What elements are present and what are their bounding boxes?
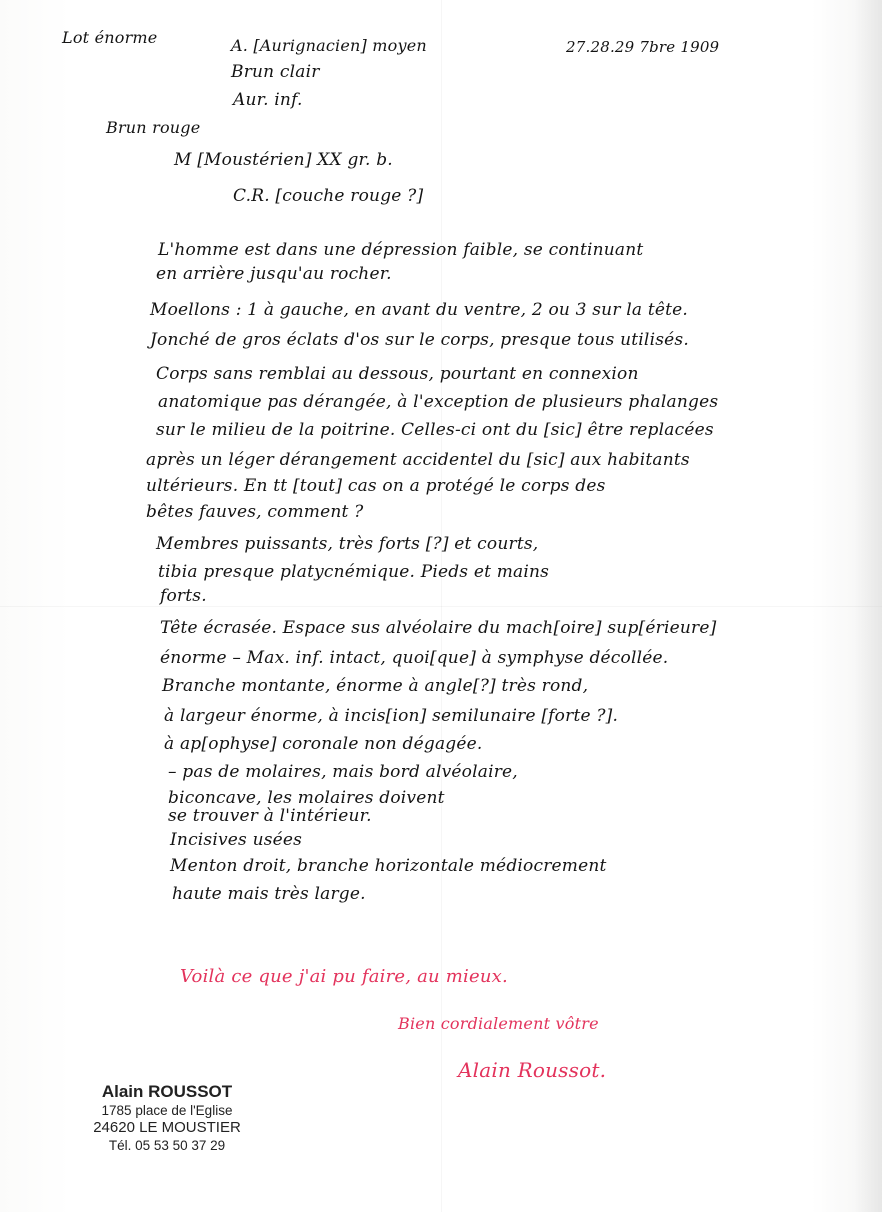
body-line: Moellons : 1 à gauche, en avant du ventre, 2 ou 3 sur la tête. [150, 300, 689, 320]
body-line: haute mais très large. [172, 884, 366, 904]
body-line: Corps sans remblai au dessous, pourtant en connexion [156, 364, 639, 384]
note-date: 27.28.29 7bre 1909 [566, 38, 720, 56]
body-line: Incisives usées [170, 830, 303, 850]
body-line: en arrière jusqu'au rocher. [156, 264, 392, 284]
body-line: énorme – Max. inf. intact, quoi[que] à symphyse décollée. [160, 648, 669, 668]
body-line: L'homme est dans une dépression faible, se continuant [158, 240, 644, 260]
body-line: tibia presque platycnémique. Pieds et mains [158, 562, 550, 582]
note-layer-a: A. [Aurignacien] moyen [231, 36, 427, 55]
note-layer-m: M [Moustérien] XX gr. b. [174, 150, 393, 170]
paper-fold-horizontal [0, 606, 882, 607]
stamp-address-line: 1785 place de l'Eglise [101, 1103, 233, 1118]
note-aur-inf: Aur. inf. [233, 90, 303, 110]
body-line: bêtes fauves, comment ? [146, 502, 364, 522]
note-brun-clair: Brun clair [231, 62, 320, 82]
paper-edge-shadow [854, 0, 882, 1212]
closing-line: Voilà ce que j'ai pu faire, au mieux. [180, 966, 508, 987]
body-line: Jonché de gros éclats d'os sur le corps, presque tous utilisés. [150, 330, 689, 350]
address-stamp [72, 1082, 262, 1154]
body-line: à largeur énorme, à incis[ion] semilunaire [forte ?]. [164, 706, 619, 726]
body-line: Menton droit, branche horizontale médiocrement [170, 856, 607, 876]
body-line: se trouver à l'intérieur. [168, 806, 372, 826]
stamp-name: Alain ROUSSOT [101, 1082, 233, 1101]
body-line: – pas de molaires, mais bord alvéolaire, [168, 762, 518, 782]
stamp-phone: Tél. 05 53 50 37 29 [108, 1138, 226, 1153]
note-top-left: Lot énorme [62, 28, 158, 47]
stamp-city-line: 24620 LE MOUSTIER [93, 1119, 241, 1136]
closing-greeting: Bien cordialement vôtre [398, 1014, 599, 1033]
body-line: après un léger dérangement accidentel du [sic] aux habitants [146, 450, 690, 470]
body-line: forts. [160, 586, 207, 606]
body-line: à ap[ophyse] coronale non dégagée. [164, 734, 483, 754]
signature: Alain Roussot. [458, 1058, 607, 1082]
body-line: ultérieurs. En tt [tout] cas on a protégé le corps des [146, 476, 606, 496]
note-layer-cr: C.R. [couche rouge ?] [233, 186, 424, 206]
body-line: Membres puissants, très forts [?] et courts, [156, 534, 539, 554]
body-line: Branche montante, énorme à angle[?] très rond, [162, 676, 589, 696]
body-line: biconcave, les molaires doivent [168, 788, 445, 808]
body-line: Tête écrasée. Espace sus alvéolaire du mach[oire] sup[érieure] [160, 618, 717, 638]
note-brun-rouge: Brun rouge [106, 118, 201, 137]
body-line: sur le milieu de la poitrine. Celles-ci ont du [sic] être replacées [156, 420, 714, 440]
body-line: anatomique pas dérangée, à l'exception de plusieurs phalanges [158, 392, 719, 412]
